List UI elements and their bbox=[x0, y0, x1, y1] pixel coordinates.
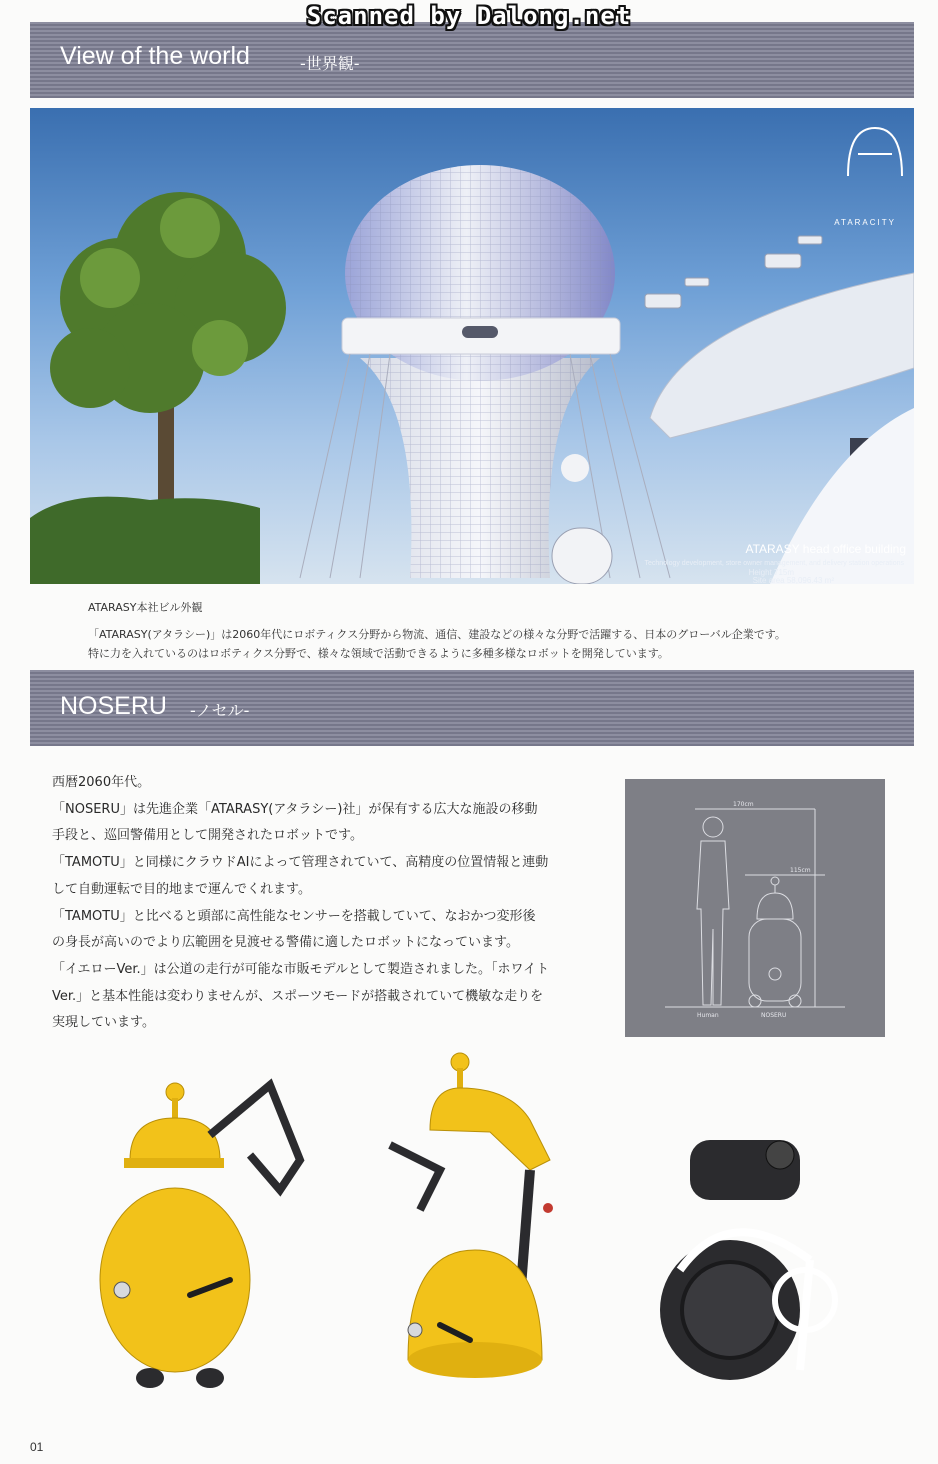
human-height-label: 170cm bbox=[733, 801, 754, 808]
ataracity-logo-icon bbox=[848, 128, 902, 176]
noseru-robots-illustration bbox=[90, 1040, 860, 1430]
section-title: View of the world bbox=[60, 42, 250, 70]
body-line: 「TAMOTU」と同様にクラウドAIによって管理されていて、高精度の位置情報と連動 bbox=[52, 855, 549, 871]
hedge bbox=[30, 497, 260, 584]
floating-platform bbox=[650, 273, 914, 438]
intro-line-1: 「ATARASY(アタラシー)」は2060年代にロボティクス分野から物流、通信、建設などの様々な分野で活躍する、日本のグローバル企業です。 bbox=[88, 628, 786, 641]
noseru-figure-photos bbox=[90, 1040, 860, 1430]
body-line: の身長が高いのでより広範囲を見渡せる警備に適したロボットになっています。 bbox=[52, 935, 519, 951]
section-header-noseru bbox=[30, 670, 914, 746]
body-line: 「イエローVer.」は公道の走行が可能な市販モデルとして製造されました。「ホワイト bbox=[52, 961, 550, 977]
noseru-robot-transforming bbox=[390, 1053, 553, 1378]
body-line: Ver.」と基本性能は変わりませんが、スポーツモードが搭載されていて機敏な走りを bbox=[52, 988, 544, 1004]
size-comparison-figure bbox=[625, 779, 885, 1037]
body-line: 「NOSERU」は先進企業「ATARASY(アタラシー)社」が保有する広大な施設の移動 bbox=[52, 801, 538, 817]
page-number: 01 bbox=[30, 1440, 44, 1454]
noseru-height-label: 115cm bbox=[790, 867, 811, 874]
section-subtitle: -世界観- bbox=[300, 54, 360, 73]
building-caption-detail: Technology development, store owner management, and delivery station operations bbox=[644, 560, 904, 567]
noseru-description bbox=[52, 770, 612, 1037]
building-caption: ATARASY head office building bbox=[745, 542, 906, 556]
hero-illustration bbox=[30, 108, 914, 584]
building-site-area: Site area 58,096.43 m² bbox=[752, 576, 834, 584]
section-header-world bbox=[30, 22, 914, 98]
ataracity-brand-label: ATARACITY bbox=[834, 218, 896, 227]
body-line: 実現しています。 bbox=[52, 1015, 155, 1031]
human-label: Human bbox=[697, 1012, 719, 1019]
body-line: 西暦2060年代。 bbox=[52, 775, 151, 790]
scan-watermark: Scanned by Dalong.net bbox=[306, 2, 632, 30]
intro-line-2: 特に力を入れているのはロボティクス分野で、様々な領域で活動できるように多種多様なロボットを開発しています。 bbox=[88, 647, 669, 660]
building-height: Height 715m bbox=[748, 568, 794, 577]
body-line: 手段と、巡回警備用として開発されたロボットです。 bbox=[52, 828, 363, 844]
body-line: して自動運転で目的地まで運んでくれます。 bbox=[52, 881, 311, 897]
section-subtitle: -ノセル- bbox=[190, 701, 250, 720]
section-title: NOSERU bbox=[60, 692, 167, 720]
noseru-robot-wheel-mode bbox=[660, 1140, 835, 1380]
size-comparison-diagram bbox=[625, 779, 885, 1037]
hero-image-head-office bbox=[30, 108, 914, 584]
noseru-label: NOSERU bbox=[761, 1012, 787, 1019]
body-line: 「TAMOTU」と比べると頭部に高性能なセンサーを搭載していて、なおかつ変形後 bbox=[52, 908, 536, 924]
hero-caption-jp: ATARASY本社ビル外観 bbox=[88, 601, 203, 614]
noseru-robot-standing bbox=[100, 1083, 300, 1388]
